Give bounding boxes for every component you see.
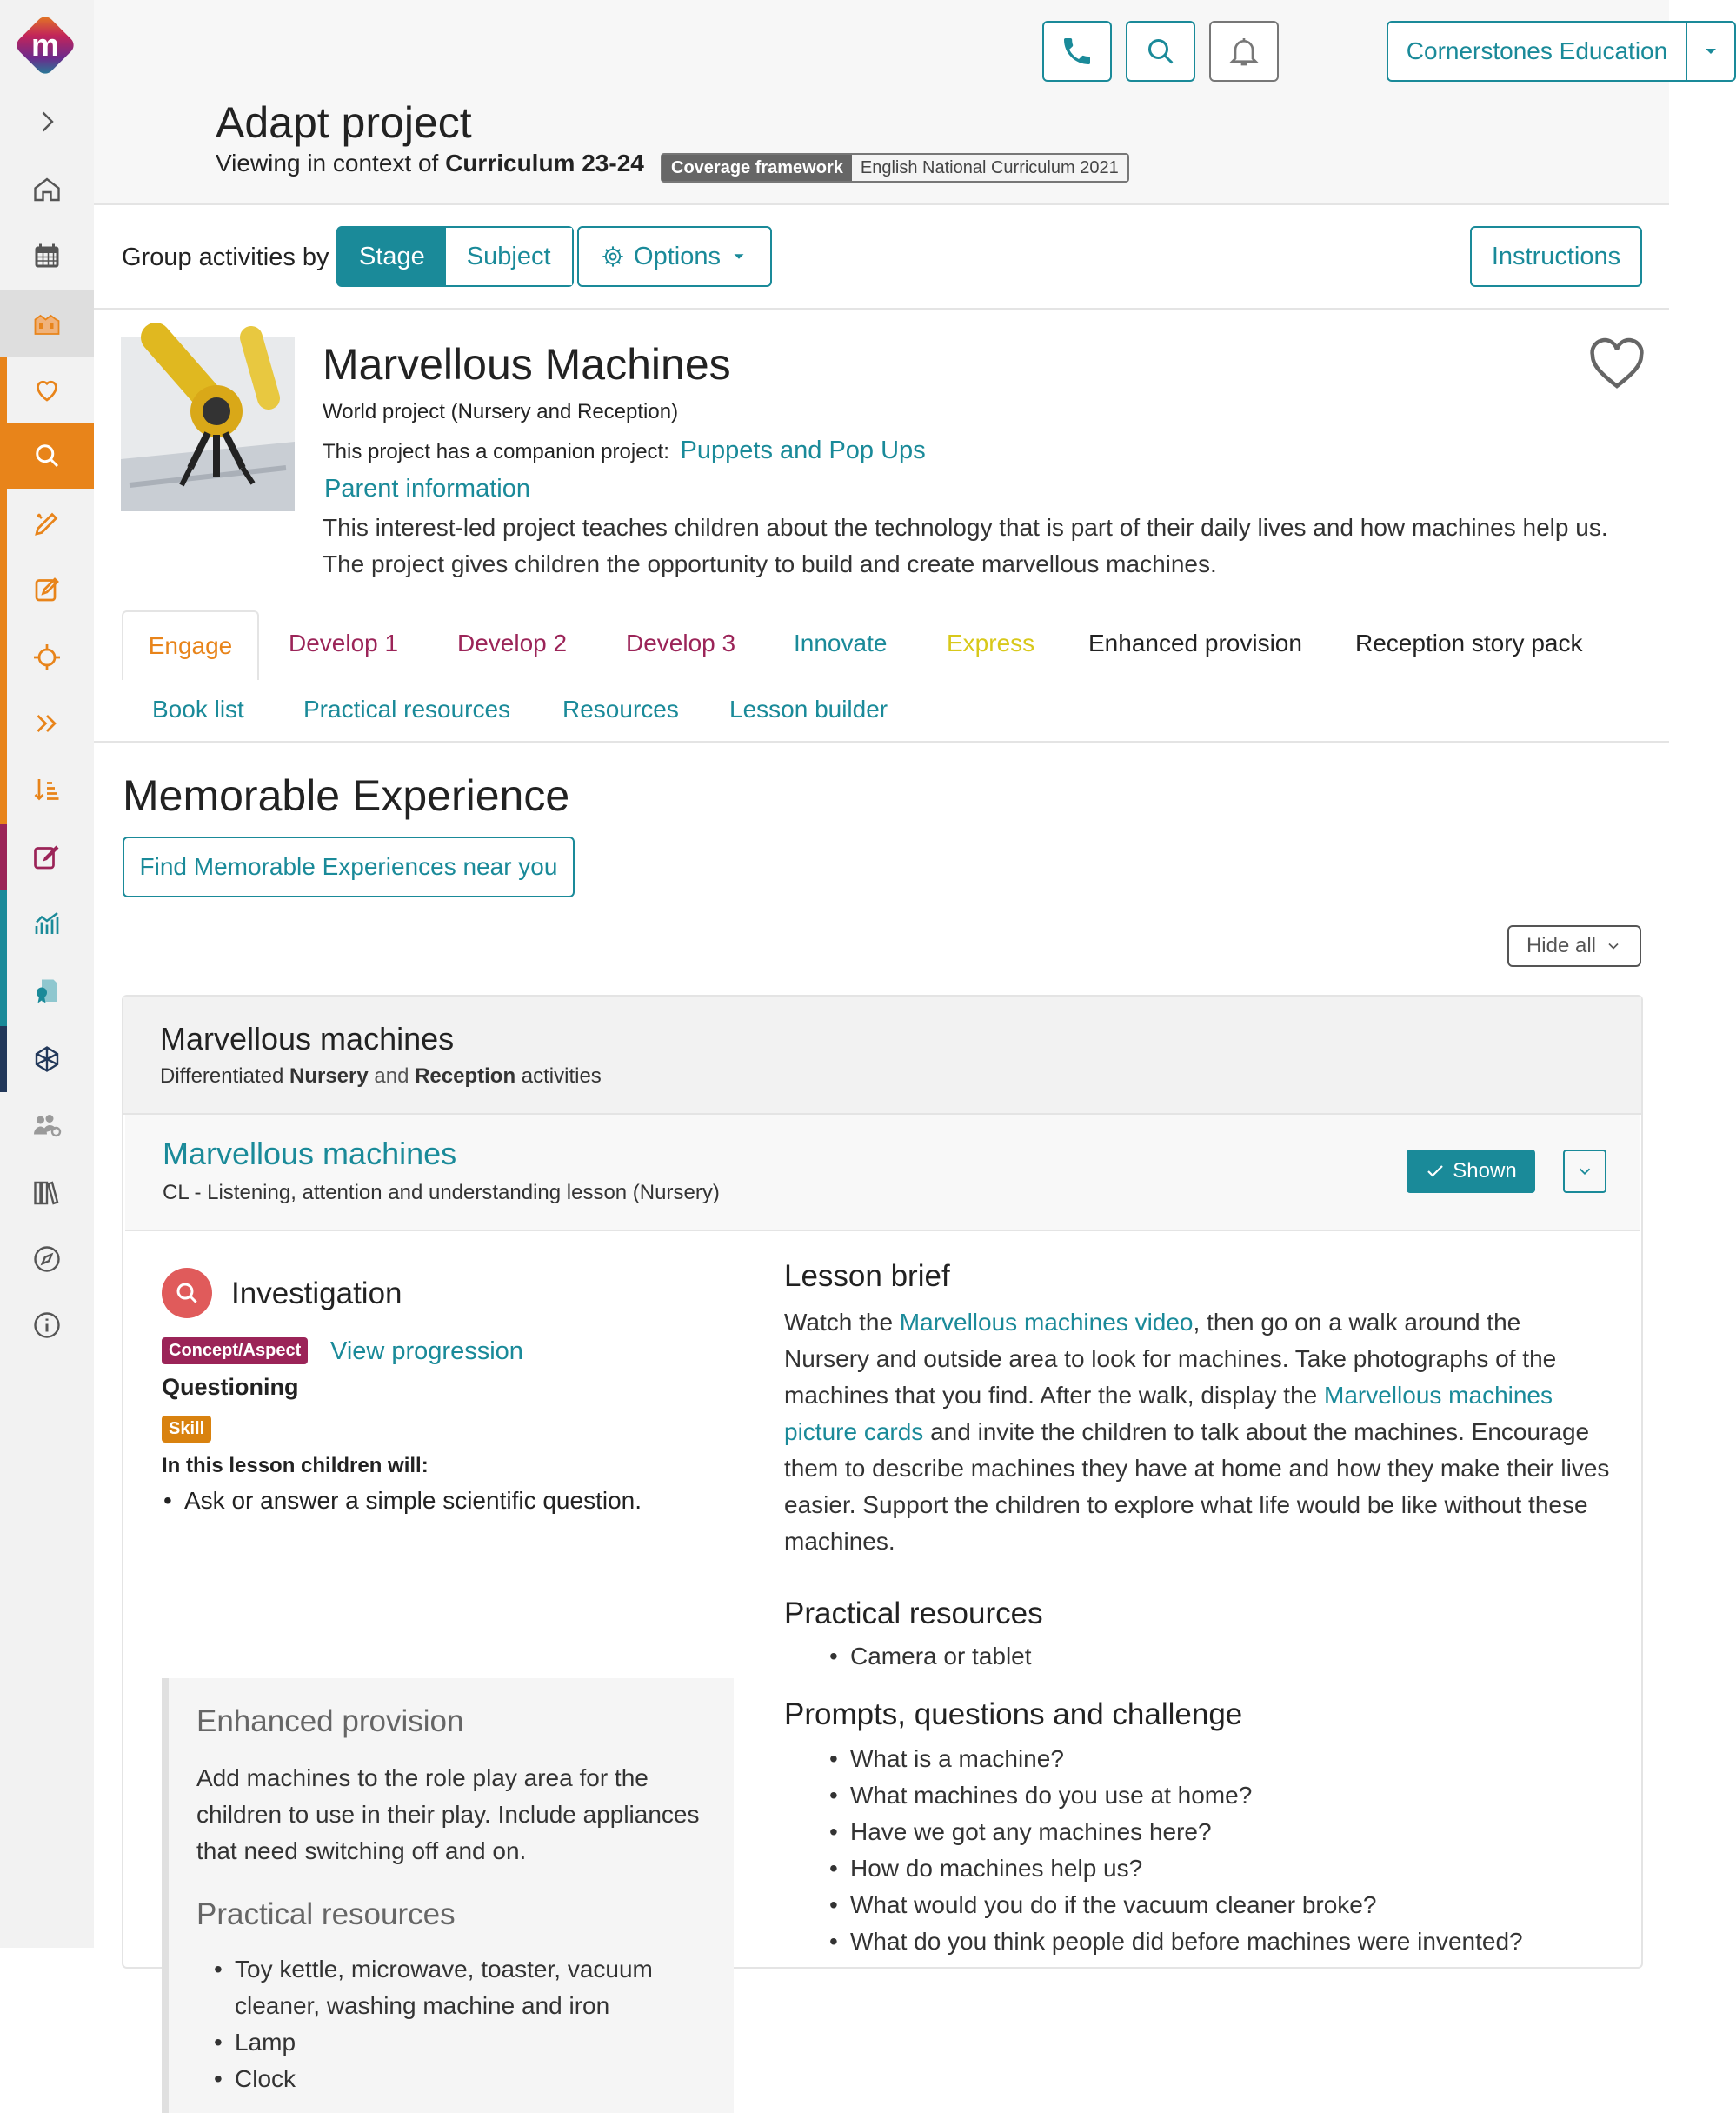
options-button[interactable]	[577, 226, 772, 287]
page-title: Adapt project	[216, 98, 472, 147]
list-item: • How do machines help us?	[828, 1850, 1523, 1887]
list-item: • Toy kettle, microwave, toaster, vacuum cleaner, washing machine and iron	[212, 1951, 682, 2024]
check-icon	[1425, 1161, 1446, 1182]
coverage-key: Coverage framework	[662, 155, 852, 181]
enhanced-provision-title: Enhanced provision	[196, 1704, 464, 1738]
lesson-brief-text	[784, 1304, 1610, 1560]
bell-icon	[1227, 34, 1261, 69]
enhanced-provision-box	[162, 1678, 734, 2113]
stage-toggle-button[interactable]: Stage	[338, 228, 446, 285]
chevron-down-icon	[1575, 1162, 1594, 1181]
investigation-label: Investigation	[231, 1276, 402, 1310]
hide-all-label: Hide all	[1526, 934, 1597, 957]
svg-text:m: m	[30, 27, 60, 63]
prompts-title: Prompts, questions and challenge	[784, 1697, 1243, 1731]
curriculum-name: Curriculum 23-24	[445, 150, 644, 177]
shown-label: Shown	[1453, 1159, 1517, 1183]
enhanced-provision-text: Add machines to the role play area for the children to use in their play. Include appliances that need switching off and on.	[196, 1764, 700, 1864]
prompts-list	[828, 1741, 1523, 1960]
search-nav-icon[interactable]	[0, 423, 94, 489]
find-experiences-button[interactable]: Find Memorable Experiences near you	[123, 837, 575, 897]
lesson-subtitle: CL - Listening, attention and understanding lesson (Nursery)	[163, 1181, 720, 1204]
projects-icon[interactable]	[0, 290, 94, 357]
organisation-name: Cornerstones Education	[1388, 23, 1687, 80]
tab-reception-story-pack[interactable]: Reception story pack	[1355, 630, 1583, 657]
organisation-dropdown[interactable]	[1387, 21, 1736, 82]
target-icon[interactable]	[0, 624, 94, 690]
project-title: Marvellous Machines	[323, 340, 731, 389]
search-button[interactable]	[1126, 21, 1195, 82]
sort-icon[interactable]	[0, 757, 94, 823]
list-item: • What machines do you use at home?	[828, 1777, 1523, 1814]
favourite-heart-icon[interactable]	[1589, 339, 1645, 391]
group-label: Group activities by	[122, 243, 329, 271]
expand-lesson-button[interactable]	[1563, 1150, 1606, 1193]
tab-resources[interactable]: Resources	[562, 696, 679, 723]
list-item: • What would you do if the vacuum cleaner broke?	[828, 1887, 1523, 1923]
favourites-icon[interactable]	[0, 357, 94, 423]
subtitle-and: and	[374, 1064, 409, 1088]
app-logo[interactable]	[12, 12, 78, 78]
list-item: • Lamp	[212, 2024, 682, 2061]
library-icon[interactable]	[0, 1160, 94, 1226]
sidebar-expand-icon[interactable]	[0, 89, 94, 155]
view-progression-link[interactable]: View progression	[330, 1337, 523, 1365]
project-description: This interest-led project teaches children about the technology that is part of their daily lives and how machines help us. The project gives children the opportunity to build and create marvellous machines.	[323, 514, 1608, 577]
companion-project-link[interactable]: Puppets and Pop Ups	[680, 437, 926, 464]
skill-badge: Skill	[162, 1416, 211, 1443]
subtitle-nursery: Nursery	[289, 1064, 369, 1088]
project-type: World project (Nursery and Reception)	[323, 400, 679, 423]
investigation-search-icon	[162, 1268, 212, 1318]
list-item: • Camera or tablet	[828, 1638, 1032, 1675]
brief-text-part: , then go on a walk around the Nursery and outside area to look for machines. Take photographs of the machines that you find. After the walk, display the	[784, 1309, 1557, 1409]
phone-icon	[1060, 34, 1094, 69]
brief-text-part: and invite the children to talk about the machines. Encourage them to describe machines they have at home and how they make their lives easier. Support the children to explore what life would be like without these machines.	[784, 1418, 1610, 1555]
concept-badge: Concept/Aspect	[162, 1337, 308, 1364]
tab-engage[interactable]	[122, 610, 259, 680]
list-item: • What do you think people did before machines were invented?	[828, 1923, 1523, 1960]
activity-card	[122, 995, 1643, 2092]
adapt-icon[interactable]	[0, 490, 94, 557]
list-item: • Ask or answer a simple scientific question.	[162, 1487, 642, 1515]
gear-icon	[601, 244, 625, 269]
activity-group-title: Marvellous machines	[160, 1021, 455, 1056]
progress-icon[interactable]	[0, 690, 94, 757]
list-item: • What is a machine?	[828, 1741, 1523, 1777]
badge-icon[interactable]	[0, 958, 94, 1024]
activity-group-subtitle	[160, 1064, 602, 1089]
users-icon[interactable]	[0, 1092, 94, 1158]
search-icon	[1143, 34, 1178, 69]
sidebar	[0, 0, 94, 1948]
objectives-list	[162, 1487, 642, 1515]
analytics-icon[interactable]	[0, 890, 94, 957]
in-this-lesson-label: In this lesson children will:	[162, 1454, 429, 1477]
list-item: • Have we got any machines here?	[828, 1814, 1523, 1850]
companion-prefix: This project has a companion project:	[323, 440, 669, 463]
assess-icon[interactable]	[0, 557, 94, 623]
tab-develop-1[interactable]: Develop 1	[289, 630, 399, 657]
compass-icon[interactable]	[0, 1226, 94, 1292]
info-icon[interactable]	[0, 1292, 94, 1358]
subject-toggle-button[interactable]: Subject	[446, 228, 572, 285]
section-title: Memorable Experience	[123, 771, 570, 820]
lesson-header	[125, 1115, 1640, 1231]
network-icon[interactable]	[0, 1026, 94, 1092]
subtitle-suffix: activities	[521, 1064, 602, 1088]
ep-resources-list	[212, 1951, 682, 2097]
activity-group-header	[123, 997, 1641, 1115]
chevron-down-icon	[1605, 937, 1622, 955]
group-toolbar	[94, 205, 1669, 310]
marvellous-machines-video-link[interactable]: Marvellous machines video	[899, 1309, 1194, 1336]
picture-cards-link[interactable]: Marvellous machines picture cards	[784, 1382, 1553, 1445]
ep-practical-resources-title: Practical resources	[196, 1897, 456, 1931]
companion-line	[323, 437, 926, 465]
tab-innovate[interactable]: Innovate	[794, 630, 888, 657]
shown-toggle-button[interactable]	[1407, 1150, 1535, 1193]
practical-resources-list	[828, 1638, 1032, 1675]
practical-resources-title: Practical resources	[784, 1596, 1043, 1630]
instructions-button[interactable]: Instructions	[1470, 226, 1642, 287]
caret-down-icon	[1687, 23, 1734, 80]
tab-develop-2[interactable]: Develop 2	[457, 630, 568, 657]
tab-develop-3[interactable]: Develop 3	[626, 630, 736, 657]
subtitle-reception: Reception	[415, 1064, 516, 1088]
notifications-button[interactable]	[1209, 21, 1279, 82]
tab-enhanced-provision[interactable]: Enhanced provision	[1088, 630, 1302, 657]
parent-information-link[interactable]: Parent information	[324, 475, 530, 503]
calendar-icon[interactable]	[0, 223, 94, 289]
lesson-brief-title: Lesson brief	[784, 1259, 950, 1293]
subtitle-prefix: Differentiated	[160, 1064, 284, 1088]
phone-button[interactable]	[1042, 21, 1112, 82]
concept-value: Questioning	[162, 1374, 299, 1400]
coverage-framework-badge	[661, 153, 1129, 183]
context-line	[216, 150, 644, 177]
project-image	[121, 337, 295, 511]
context-prefix: Viewing in context of	[216, 150, 439, 177]
home-icon[interactable]	[0, 157, 94, 223]
list-item: • Clock	[212, 2061, 682, 2097]
lesson-title-link[interactable]: Marvellous machines	[163, 1136, 457, 1171]
tab-book-list[interactable]: Book list	[152, 696, 244, 723]
page-header	[94, 0, 1669, 205]
tab-practical-resources[interactable]: Practical resources	[303, 696, 511, 723]
brief-text-part: Watch the	[784, 1309, 900, 1336]
project-tabs	[94, 609, 1669, 743]
tab-lesson-builder[interactable]: Lesson builder	[729, 696, 888, 723]
tab-express[interactable]: Express	[947, 630, 1035, 657]
coverage-value: English National Curriculum 2021	[852, 155, 1127, 181]
hide-all-button[interactable]	[1507, 925, 1641, 967]
tab-label: Engage	[148, 632, 233, 659]
group-toggle	[336, 226, 574, 287]
caret-down-icon	[729, 247, 748, 266]
edit-icon[interactable]	[0, 824, 94, 890]
options-label: Options	[634, 242, 721, 270]
